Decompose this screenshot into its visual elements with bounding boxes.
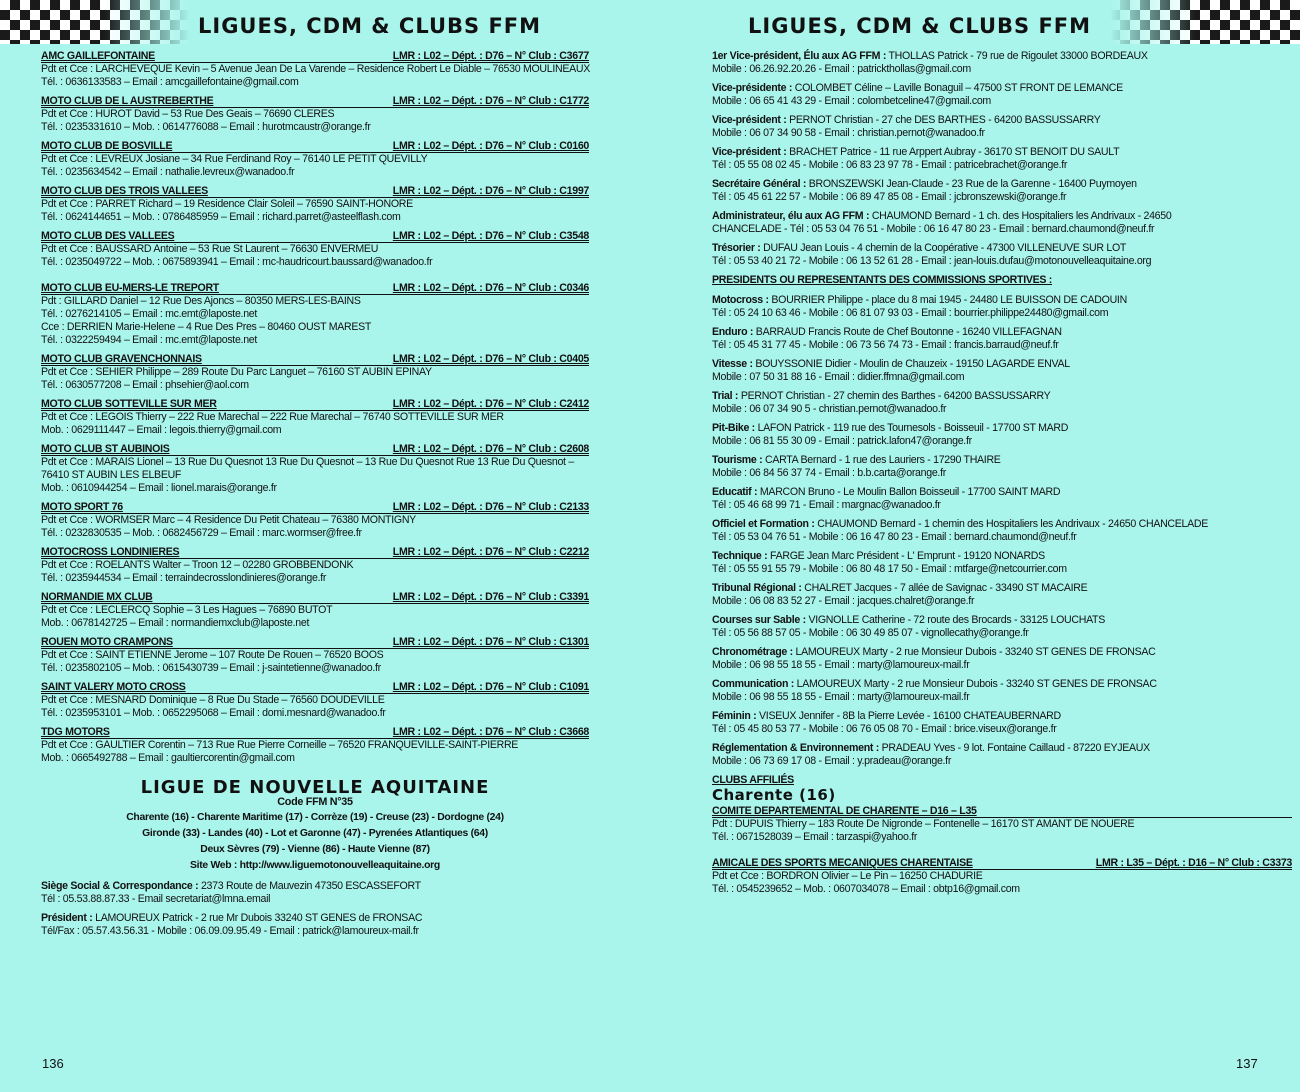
contact-details: BRACHET Patrice - 11 rue Arppert Aubray - 36170 ST BENOIT DU SAULT xyxy=(786,146,1120,158)
club-list xyxy=(41,50,589,765)
contact-details: CHAUMOND Bernard - 1 ch. des Hospitaliers les Andrivaux - 24650 xyxy=(869,210,1172,222)
contact-role: Officiel et Formation : xyxy=(712,518,815,530)
contact-line-2: CHANCELADE - Tél : 05 53 04 76 51 - Mobile : 06 16 47 80 23 - Email : bernard.chaumond@neuf.fr xyxy=(712,223,1155,235)
club-code: LMR : L02 – Dépt. : D76 – N° Club : C1301 xyxy=(392,636,589,648)
club-code: LMR : L02 – Dépt. : D76 – N° Club : C1091 xyxy=(392,681,589,693)
club-name: MOTO CLUB SOTTEVILLE SUR MER xyxy=(41,398,217,410)
club-detail: Pdt : GILLARD Daniel – 12 Rue Des Ajoncs – 80350 MERS-LES-BAINS xyxy=(41,295,361,307)
club-name: MOTO CLUB EU-MERS-LE TREPORT xyxy=(41,282,219,294)
club-detail: Pdt et Cce : PARRET Richard – 19 Residence Clair Soleil – 76590 SAINT-HONORE xyxy=(41,198,413,210)
contact-line-2: Tél : 05 45 31 77 45 - Mobile : 06 73 56 74 73 - Email : francis.barraud@neuf.fr xyxy=(712,339,1059,351)
contact-role: Président : xyxy=(41,912,93,924)
club-detail: Tél. : 0235802105 – Mob. : 0615430739 – Email : j-saintetienne@wanadoo.fr xyxy=(41,662,381,674)
contact-entry xyxy=(712,678,1292,704)
contact-line xyxy=(712,454,1292,467)
department-heading: Charente (16) xyxy=(712,786,836,804)
commissions-heading: PRESIDENTS OU REPRESENTANTS DES COMMISSIONS SPORTIVES : xyxy=(712,274,1053,286)
contact-role: Trial : xyxy=(712,390,739,402)
contact-line-2: Mobile : 06 81 55 30 09 - Email : patrick.lafon47@orange.fr xyxy=(712,435,972,447)
club-header xyxy=(712,857,1292,870)
ligue-depts-3: Deux Sèvres (79) - Vienne (86) - Haute Vienne (87) xyxy=(200,844,430,855)
contact-line xyxy=(712,358,1292,371)
club-entry xyxy=(41,681,589,720)
contact-role: Administrateur, élu aux AG FFM : xyxy=(712,210,870,222)
club-entry xyxy=(41,591,589,630)
contact-line xyxy=(712,710,1292,723)
club-code: LMR : L02 – Dépt. : D76 – N° Club : C0346 xyxy=(392,282,589,294)
club-name: COMITE DEPARTEMENTAL DE CHARENTE – D16 – L35 xyxy=(712,805,977,817)
contact-details: PERNOT Christian - 27 chemin des Barthes - 64200 BASSUSSARRY xyxy=(738,390,1051,402)
club-entry xyxy=(41,50,589,89)
club-name: MOTOCROSS LONDINIERES xyxy=(41,546,180,558)
club-entry xyxy=(41,501,589,540)
contact-line xyxy=(712,242,1292,255)
page-number: 137 xyxy=(1236,1056,1258,1071)
checkered-flag-decoration xyxy=(1110,0,1300,44)
club-entry xyxy=(41,636,589,675)
right-page xyxy=(650,0,1300,1092)
club-header xyxy=(41,230,589,243)
contact-role: Motocross : xyxy=(712,294,769,306)
contact-role: Vice-présidente : xyxy=(712,82,793,94)
contact-details: COLOMBET Céline – Laville Bonaguil – 47500 ST FRONT DE LEMANCE xyxy=(792,82,1123,94)
club-code: LMR : L02 – Dépt. : D76 – N° Club : C2412 xyxy=(392,398,589,410)
contact-line xyxy=(712,550,1292,563)
contact-details: DUFAU Jean Louis - 4 chemin de la Coopérative - 47300 VILLENEUVE SUR LOT xyxy=(760,242,1127,254)
contact-line-2: Tél : 05 55 91 55 79 - Mobile : 06 80 48 17 50 - Email : mtfarge@netcourrier.com xyxy=(712,563,1067,575)
contact-details: PERNOT Christian - 27 che DES BARTHES - 64200 BASSUSSARRY xyxy=(786,114,1101,126)
club-code: LMR : L02 – Dépt. : D76 – N° Club : C0405 xyxy=(392,353,589,365)
contact-role: Educatif : xyxy=(712,486,758,498)
contact-role: Siège Social & Correspondance : xyxy=(41,880,199,892)
club-entry xyxy=(41,140,589,179)
contact-line-2: Mobile : 06 65 41 43 29 - Email : colombetceline47@gmail.com xyxy=(712,95,991,107)
contact-details: LAMOUREUX Patrick - 2 rue Mr Dubois 33240 ST GENES de FRONSAC xyxy=(92,912,423,924)
club-entry xyxy=(41,546,589,585)
club-header xyxy=(41,591,589,604)
contact-role: Vitesse : xyxy=(712,358,753,370)
club-detail: Pdt et Cce : LECLERCQ Sophie – 3 Les Hagues – 76890 BUTOT xyxy=(41,604,333,616)
club-header xyxy=(41,546,589,559)
club-code: LMR : L02 – Dépt. : D76 – N° Club : C2212 xyxy=(392,546,589,558)
club-header xyxy=(712,805,1292,818)
club-detail: Mob. : 0629111447 – Email : legois.thierry@gmail.com xyxy=(41,424,282,436)
club-entry xyxy=(41,398,589,437)
contact-details: 2373 Route de Mauvezin 47350 ESCASSEFORT xyxy=(198,880,421,892)
contact-role: Vice-président : xyxy=(712,114,787,126)
contact-line xyxy=(712,678,1292,691)
club-detail: Mob. : 0678142725 – Email : normandiemxclub@laposte.net xyxy=(41,617,310,629)
club-name: ROUEN MOTO CRAMPONS xyxy=(41,636,173,648)
club-detail: Tél. : 0545239652 – Mob. : 0607034078 – Email : obtp16@gmail.com xyxy=(712,883,1020,895)
contact-role: Enduro : xyxy=(712,326,754,338)
club-detail: Pdt et Cce : SEHIER Philippe – 289 Route Du Parc Languet – 76160 ST AUBIN EPINAY xyxy=(41,366,432,378)
contact-entry xyxy=(712,210,1292,236)
contact-entry xyxy=(712,390,1292,416)
contact-line-2: Tél : 05.53.88.87.33 - Email secretariat@lmna.email xyxy=(41,893,271,905)
club-header xyxy=(41,140,589,153)
club-name: MOTO CLUB ST AUBINOIS xyxy=(41,443,170,455)
club-code: LMR : L02 – Dépt. : D76 – N° Club : C2608 xyxy=(392,443,589,455)
contact-line-2: Tél/Fax : 05.57.43.56.31 - Mobile : 06.09.09.95.49 - Email : patrick@lamoureux-mail.fr xyxy=(41,925,419,937)
contact-line xyxy=(712,178,1292,191)
contact-line xyxy=(712,486,1292,499)
contact-role: Courses sur Sable : xyxy=(712,614,806,626)
contact-role: Technique : xyxy=(712,550,768,562)
club-header xyxy=(41,95,589,108)
club-detail: Tél. : 0671528039 – Email : tarzaspi@yahoo.fr xyxy=(712,831,918,843)
contact-role: Féminin : xyxy=(712,710,757,722)
club-detail: Tél. : 0276214105 – Email : mc.emt@laposte.net xyxy=(41,308,258,320)
contact-entry xyxy=(712,358,1292,384)
club-header xyxy=(41,501,589,514)
contact-entry xyxy=(712,242,1292,268)
club-detail: Pdt et Cce : BORDRON Olivier – Le Pin – 16250 CHADURIE xyxy=(712,870,983,882)
contact-line xyxy=(712,82,1292,95)
club-code: LMR : L02 – Dépt. : D76 – N° Club : C1997 xyxy=(392,185,589,197)
page-header: LIGUES, CDM & CLUBS FFM xyxy=(748,14,1092,38)
contact-line-2: Mobile : 06 73 69 17 08 - Email : y.pradeau@orange.fr xyxy=(712,755,952,767)
contact-line-2: Mobile : 06 08 83 52 27 - Email : jacques.chalret@orange.fr xyxy=(712,595,975,607)
contact-role: Trésorier : xyxy=(712,242,761,254)
page-header: LIGUES, CDM & CLUBS FFM xyxy=(198,14,542,38)
club-detail: Tél. : 0235953101 – Mob. : 0652295068 – Email : domi.mesnard@wanadoo.fr xyxy=(41,707,386,719)
contact-line-2: Mobile : 06 07 34 90 58 - Email : christian.pernot@wanadoo.fr xyxy=(712,127,985,139)
contact-details: BRONSZEWSKI Jean-Claude - 23 Rue de la Garenne - 16400 Puymoyen xyxy=(806,178,1137,190)
contact-line-2: Tél : 05 53 40 21 72 - Mobile : 06 13 52 61 28 - Email : jean-louis.dufau@motonouvelleaquitaine.org xyxy=(712,255,1152,267)
contact-role: Vice-président : xyxy=(712,146,787,158)
club-entry xyxy=(41,230,589,269)
club-code: LMR : L35 – Dépt. : D16 – N° Club : C3373 xyxy=(1095,857,1292,869)
contact-line xyxy=(712,326,1292,339)
club-detail: Tél. : 0636133583 – Email : amcgaillefontaine@gmail.com xyxy=(41,76,299,88)
contact-line-2: Mobile : 06 84 56 37 74 - Email : b.b.carta@orange.fr xyxy=(712,467,946,479)
contact-line-2: Tél : 05 55 08 02 45 - Mobile : 06 83 23 97 78 - Email : patricebrachet@orange.fr xyxy=(712,159,1068,171)
commission-list xyxy=(712,294,1292,768)
contact-line xyxy=(712,614,1292,627)
club-detail: Tél. : 0235634542 – Email : nathalie.levreux@wanadoo.fr xyxy=(41,166,295,178)
club-entry xyxy=(712,857,1292,896)
contact-details: PRADEAU Yves - 9 lot. Fontaine Caillaud - 87220 EYJEAUX xyxy=(878,742,1150,754)
contact-entry xyxy=(712,582,1292,608)
club-name: TDG MOTORS xyxy=(41,726,110,738)
club-detail: Pdt et Cce : LEVREUX Josiane – 34 Rue Ferdinand Roy – 76140 LE PETIT QUEVILLY xyxy=(41,153,428,165)
contact-line xyxy=(712,294,1292,307)
contact-details: CHAUMOND Bernard - 1 chemin des Hospitaliers les Andrivaux - 24650 CHANCELADE xyxy=(814,518,1209,530)
club-name: MOTO CLUB DES TROIS VALLEES xyxy=(41,185,208,197)
contact-details: FARGE Jean Marc Président - L' Emprunt - 19120 NONARDS xyxy=(767,550,1045,562)
club-name: AMC GAILLEFONTAINE xyxy=(41,50,155,62)
club-header xyxy=(41,398,589,411)
club-entry xyxy=(712,805,1292,844)
club-entry xyxy=(41,726,589,765)
contact-line xyxy=(712,146,1292,159)
contact-line-2: Mobile : 07 50 31 88 16 - Email : didier.ffmna@gmail.com xyxy=(712,371,965,383)
club-name: SAINT VALERY MOTO CROSS xyxy=(41,681,186,693)
contact-entry xyxy=(41,912,589,938)
club-code: LMR : L02 – Dépt. : D76 – N° Club : C0160 xyxy=(392,140,589,152)
contact-details: BARRAUD Francis Route de Chef Boutonne - 16240 VILLEFAGNAN xyxy=(753,326,1062,338)
contact-details: MARCON Bruno - Le Moulin Ballon Boisseuil - 17700 SAINT MARD xyxy=(757,486,1061,498)
contact-entry xyxy=(41,880,589,906)
club-code: LMR : L02 – Dépt. : D76 – N° Club : C3668 xyxy=(392,726,589,738)
contact-details: LAMOUREUX Marty - 2 rue Monsieur Dubois - 33240 ST GENES DE FRONSAC xyxy=(794,678,1157,690)
clubs-heading: CLUBS AFFILIÉS xyxy=(712,774,794,786)
club-header xyxy=(41,50,589,63)
contact-details: BOUYSSONIE Didier - Moulin de Chauzeix - 19150 LAGARDE ENVAL xyxy=(752,358,1070,370)
page-number: 136 xyxy=(42,1056,64,1071)
ligue-depts-1: Charente (16) - Charente Maritime (17) - Corrèze (19) - Creuse (23) - Dordogne (24) xyxy=(126,812,504,823)
club-detail: Tél. : 0630577208 – Email : phsehier@aol.com xyxy=(41,379,249,391)
club-header xyxy=(41,353,589,366)
club-header xyxy=(41,726,589,739)
club-detail: Pdt et Cce : ROELANTS Walter – Troon 12 – 02280 GROBBENDONK xyxy=(41,559,354,571)
checkered-flag-decoration xyxy=(0,0,190,44)
club-entry xyxy=(41,95,589,134)
club-header xyxy=(41,185,589,198)
club-entry xyxy=(41,443,589,495)
contact-role: Communication : xyxy=(712,678,795,690)
contact-line xyxy=(712,390,1292,403)
contact-line-2: Tél : 05 46 68 99 71 - Email : margnac@wanadoo.fr xyxy=(712,499,941,511)
contact-entry xyxy=(712,82,1292,108)
club-detail: Pdt et Cce : HUROT David – 53 Rue Des Geais – 76690 CLERES xyxy=(41,108,335,120)
club-detail: Mob. : 0665492788 – Email : gaultiercorentin@gmail.com xyxy=(41,752,295,764)
contact-role: Secrétaire Général : xyxy=(712,178,807,190)
club-detail: Mob. : 0610944254 – Email : lionel.marais@orange.fr xyxy=(41,482,277,494)
contact-details: VIGNOLLE Catherine - 72 route des Brocards - 33125 LOUCHATS xyxy=(805,614,1105,626)
club-name: MOTO CLUB DES VALLEES xyxy=(41,230,175,242)
contact-role: Chronométrage : xyxy=(712,646,793,658)
club-code: LMR : L02 – Dépt. : D76 – N° Club : C1772 xyxy=(392,95,589,107)
club-detail: Pdt et Cce : SAINT ETIENNE Jerome – 107 Route De Rouen – 76520 BOOS xyxy=(41,649,384,661)
contact-entry xyxy=(712,422,1292,448)
club-name: MOTO CLUB GRAVENCHONNAIS xyxy=(41,353,202,365)
club-code: LMR : L02 – Dépt. : D76 – N° Club : C3548 xyxy=(392,230,589,242)
club-entry xyxy=(41,282,589,347)
club-detail: Tél. : 0322259494 – Email : mc.emt@laposte.net xyxy=(41,334,258,346)
club-header xyxy=(41,282,589,295)
contact-line xyxy=(41,912,589,925)
contact-role: Tourisme : xyxy=(712,454,763,466)
contact-line xyxy=(712,582,1292,595)
ligue-contacts xyxy=(41,880,589,938)
contact-entry xyxy=(712,710,1292,736)
contact-line-2: Tél : 05 45 61 22 57 - Mobile : 06 89 47 85 08 - Email : jcbronszewski@orange.fr xyxy=(712,191,1067,203)
contact-entry xyxy=(712,614,1292,640)
contact-details: THOLLAS Patrick - 79 rue de Rigoulet 33000 BORDEAUX xyxy=(886,50,1148,62)
club-detail: Pdt et Cce : LARCHEVEQUE Kevin – 5 Avenue Jean De La Varende – Residence Robert Le Diable – 76530 MOULINEAUX xyxy=(41,63,591,75)
contact-role: Tribunal Régional : xyxy=(712,582,802,594)
club-detail: Pdt et Cce : BAUSSARD Antoine – 53 Rue St Laurent – 76630 ENVERMEU xyxy=(41,243,379,255)
contact-details: CARTA Bernard - 1 rue des Lauriers - 17290 THAIRE xyxy=(762,454,1001,466)
contact-entry xyxy=(712,550,1292,576)
contact-line xyxy=(712,210,1292,223)
contact-line-2: Mobile : 06 98 55 18 55 - Email : marty@lamoureux-mail.fr xyxy=(712,691,970,703)
club-detail: Pdt et Cce : WORMSER Marc – 4 Residence Du Petit Chateau – 76380 MONTIGNY xyxy=(41,514,416,526)
spacer xyxy=(41,275,589,282)
club-entry xyxy=(41,353,589,392)
contact-entry xyxy=(712,178,1292,204)
club-name: NORMANDIE MX CLUB xyxy=(41,591,153,603)
contact-entry xyxy=(712,146,1292,172)
contact-role: Réglementation & Environnement : xyxy=(712,742,879,754)
club-detail: Cce : DERRIEN Marie-Helene – 4 Rue Des Pres – 80460 OUST MAREST xyxy=(41,321,372,333)
officer-list xyxy=(712,50,1292,268)
contact-details: CHALRET Jacques - 7 allée de Savignac - 33490 ST MACAIRE xyxy=(801,582,1088,594)
club-detail: Tél. : 0232830535 – Mob. : 0682456729 – Email : marc.wormser@free.fr xyxy=(41,527,362,539)
contact-role: Pit-Bike : xyxy=(712,422,755,434)
contact-entry xyxy=(712,326,1292,352)
club-detail: Tél. : 0235944534 – Email : terraindecrosslondinieres@orange.fr xyxy=(41,572,327,584)
club-detail: Pdt et Cce : MESNARD Dominique – 8 Rue Du Stade – 76560 DOUDEVILLE xyxy=(41,694,385,706)
contact-line xyxy=(712,646,1292,659)
contact-line-2: Mobile : 06 98 55 18 55 - Email : marty@lamoureux-mail.fr xyxy=(712,659,970,671)
club-detail: Pdt : DUPUIS Thierry – 183 Route De Nigronde – Fontenelle – 16170 ST AMANT DE NOUERE xyxy=(712,818,1135,830)
ligue-code: Code FFM N°35 xyxy=(277,796,353,808)
spacer xyxy=(712,850,1292,857)
contact-details: LAMOUREUX Marty - 2 rue Monsieur Dubois - 33240 ST GENES DE FRONSAC xyxy=(792,646,1156,658)
ligue-depts-2: Gironde (33) - Landes (40) - Lot et Garonne (47) - Pyrenées Atlantiques (64) xyxy=(142,828,488,839)
contact-line xyxy=(712,518,1292,531)
club-detail: Pdt et Cce : MARAIS Lionel – 13 Rue Du Quesnot 13 Rue Du Quesnot – 13 Rue Du Quesnot Rue 13 Rue Du Quesnot – 76410 ST AUBIN LES ELBEUF xyxy=(41,456,574,481)
contact-line xyxy=(712,114,1292,127)
contact-entry xyxy=(712,486,1292,512)
club-name: MOTO CLUB DE BOSVILLE xyxy=(41,140,173,152)
ligue-title: LIGUE DE NOUVELLE AQUITAINE xyxy=(140,777,490,798)
contact-entry xyxy=(712,454,1292,480)
club-code: LMR : L02 – Dépt. : D76 – N° Club : C3677 xyxy=(392,50,589,62)
club-detail: Pdt et Cce : GAULTIER Corentin – 713 Rue Rue Pierre Corneille – 76520 FRANQUEVILLE-SAINT-PIERRE xyxy=(41,739,519,751)
contact-details: BOURRIER Philippe - place du 8 mai 1945 - 24480 LE BUISSON DE CADOUIN xyxy=(768,294,1127,306)
club-detail: Pdt et Cce : LEGOIS Thierry – 222 Rue Marechal – 222 Rue Marechal – 76740 SOTTEVILLE SUR MER xyxy=(41,411,504,423)
contact-line xyxy=(712,742,1292,755)
club-detail: Tél. : 0235049722 – Mob. : 0675893941 – Email : mc-haudricourt.baussard@wanadoo.fr xyxy=(41,256,433,268)
contact-line-2: Tél : 05 45 80 53 77 - Mobile : 06 76 05 08 70 - Email : brice.viseux@orange.fr xyxy=(712,723,1057,735)
contact-entry xyxy=(712,114,1292,140)
contact-line xyxy=(41,880,589,893)
club-detail: Tél. : 0235331610 – Mob. : 0614776088 – Email : hurotmcaustr@orange.fr xyxy=(41,121,371,133)
club-header xyxy=(41,636,589,649)
club-name: MOTO SPORT 76 xyxy=(41,501,123,513)
contact-line xyxy=(712,50,1292,63)
club-header xyxy=(41,681,589,694)
left-column xyxy=(41,50,589,944)
contact-line-2: Tél : 05 53 04 76 51 - Mobile : 06 16 47 80 23 - Email : bernard.chaumond@neuf.fr xyxy=(712,531,1077,543)
right-column xyxy=(712,50,1292,902)
club-name: MOTO CLUB DE L AUSTREBERTHE xyxy=(41,95,214,107)
club-header xyxy=(41,443,589,456)
club-entry xyxy=(41,185,589,224)
contact-line-2: Mobile : 06.26.92.20.26 - Email : patrickthollas@gmail.com xyxy=(712,63,971,75)
club-list xyxy=(712,805,1292,896)
club-code: LMR : L02 – Dépt. : D76 – N° Club : C2133 xyxy=(392,501,589,513)
club-code: LMR : L02 – Dépt. : D76 – N° Club : C3391 xyxy=(392,591,589,603)
contact-role: 1er Vice-président, Élu aux AG FFM : xyxy=(712,50,887,62)
ligue-website: Site Web : http://www.liguemotonouvelleaquitaine.org xyxy=(190,860,440,871)
contact-line xyxy=(712,422,1292,435)
club-name: AMICALE DES SPORTS MECANIQUES CHARENTAISE xyxy=(712,857,973,869)
contact-entry xyxy=(712,50,1292,76)
contact-line-2: Tél : 05 24 10 63 46 - Mobile : 06 81 07 93 03 - Email : bourrier.philippe24480@gmail.com xyxy=(712,307,1109,319)
contact-entry xyxy=(712,518,1292,544)
contact-details: VISEUX Jennifer - 8B la Pierre Levée - 16100 CHATEAUBERNARD xyxy=(756,710,1061,722)
contact-line-2: Tél : 05 56 88 57 05 - Mobile : 06 30 49 85 07 - vignollecathy@orange.fr xyxy=(712,627,1029,639)
contact-details: LAFON Patrick - 119 rue des Tournesols - Boisseuil - 17700 ST MARD xyxy=(754,422,1069,434)
contact-entry xyxy=(712,646,1292,672)
contact-entry xyxy=(712,294,1292,320)
contact-line-2: Mobile : 06 07 34 90 5 - christian.pernot@wanadoo.fr xyxy=(712,403,947,415)
contact-entry xyxy=(712,742,1292,768)
club-detail: Tél. : 0624144651 – Mob. : 0786485959 – Email : richard.parret@asteelflash.com xyxy=(41,211,401,223)
